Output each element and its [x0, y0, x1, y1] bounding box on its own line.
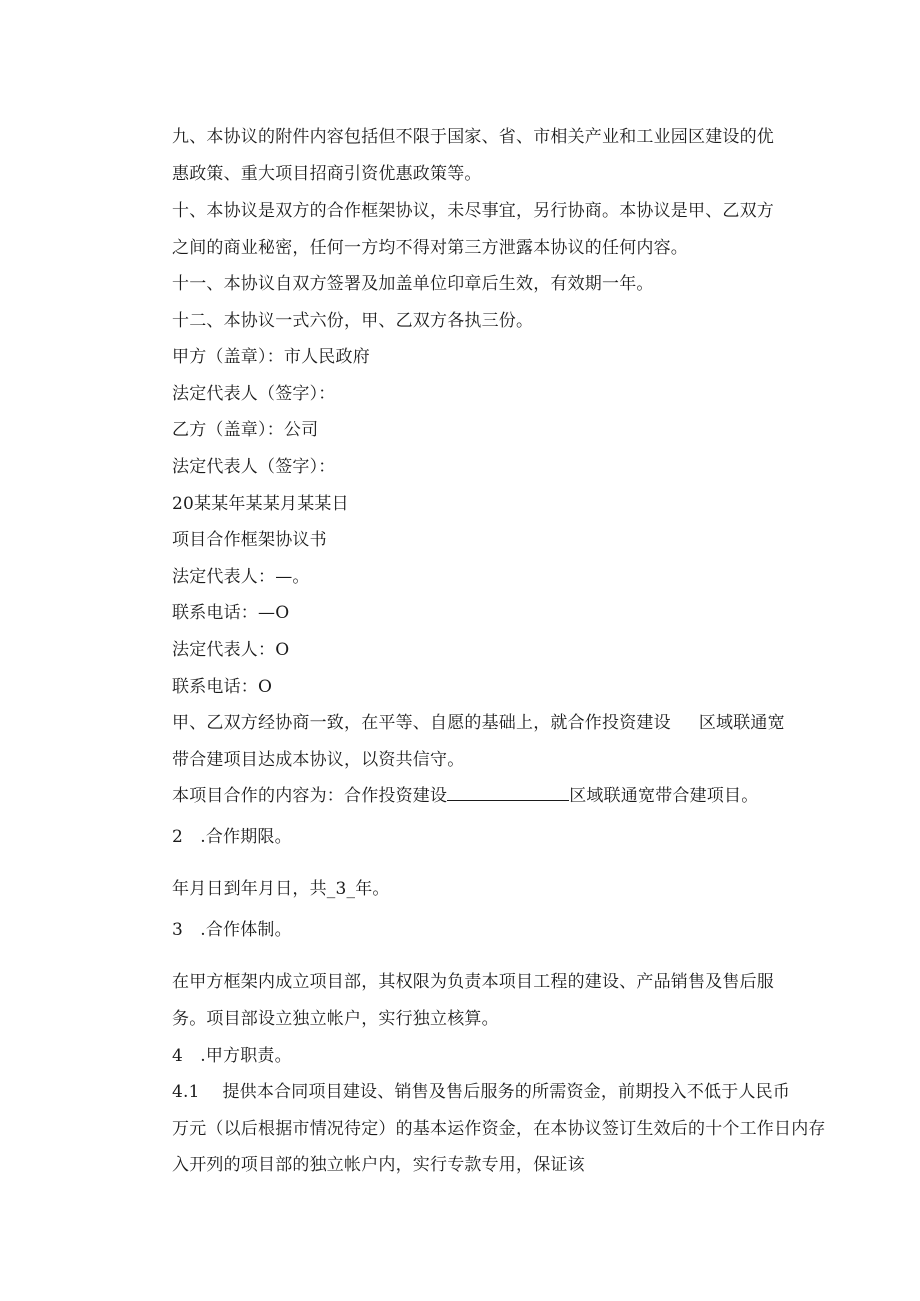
- representative-2: 法定代表人：O: [172, 640, 290, 660]
- party-b-representative: 法定代表人（签字）：: [172, 457, 336, 477]
- intro-line-1: [172, 713, 785, 733]
- clause-9-line-1: 九、本协议的附件内容包括但不限于国家、省、市相关产业和工业园区建设的优: [172, 127, 774, 147]
- section-3-body-line-1: 在甲方框架内成立项目部，其权限为负责本项目工程的建设、产品销售及售后服: [172, 972, 774, 992]
- section-4-heading: 4 .甲方职责。: [172, 1046, 292, 1066]
- blank-underline: [447, 786, 569, 801]
- content-line: [172, 786, 758, 806]
- section-2-heading: 2 .合作期限。: [172, 827, 292, 847]
- section-3-body-line-2: 务。项目部设立独立帐户，实行独立核算。: [172, 1009, 499, 1029]
- section-4-1-line-2: 万元（以后根据市情况待定）的基本运作资金，在本协议签订生效后的十个工作日内存: [172, 1119, 826, 1139]
- intro-line-1-b: 区域联通宽: [698, 713, 785, 733]
- clause-10-line-2: 之间的商业秘密，任何一方均不得对第三方泄露本协议的任何内容。: [172, 238, 688, 258]
- content-a: 本项目合作的内容为：合作投资建设: [172, 786, 448, 806]
- intro-line-1-a: 甲、乙双方经协商一致，在平等、自愿的基础上，就合作投资建设: [172, 713, 671, 733]
- party-b-seal: 乙方（盖章）：公司: [172, 420, 319, 440]
- section-3-heading: 3 .合作体制。: [172, 920, 292, 940]
- clause-9-line-2: 惠政策、重大项目招商引资优惠政策等。: [172, 164, 482, 184]
- representative-1: 法定代表人：—。: [172, 567, 310, 587]
- clause-11: 十一、本协议自双方签署及加盖单位印章后生效，有效期一年。: [172, 274, 654, 294]
- clause-10-line-1: 十、本协议是双方的合作框架协议，未尽事宜，另行协商。本协议是甲、乙双方: [172, 201, 774, 221]
- phone-2: 联系电话：O: [172, 677, 273, 697]
- section-2-body: 年月日到年月日，共_3_年。: [172, 879, 390, 899]
- party-a-seal: 甲方（盖章）：市人民政府: [172, 347, 370, 367]
- clause-12: 十二、本协议一式六份，甲、乙双方各执三份。: [172, 311, 534, 331]
- content-b: 区域联通宽带合建项目。: [569, 786, 759, 806]
- second-document-title: 项目合作框架协议书: [172, 530, 327, 550]
- phone-1: 联系电话：—O: [172, 603, 290, 623]
- signing-date: 20某某年某某月某某日: [172, 494, 349, 514]
- intro-line-2: 带合建项目达成本协议，以资共信守。: [172, 750, 465, 770]
- party-a-representative: 法定代表人（签字）：: [172, 384, 336, 404]
- section-4-1-line-1: 4.1 提供本合同项目建设、销售及售后服务的所需资金，前期投入不低于人民币: [172, 1082, 791, 1102]
- section-4-1-line-3: 入开列的项目部的独立帐户内，实行专款专用，保证该: [172, 1155, 585, 1175]
